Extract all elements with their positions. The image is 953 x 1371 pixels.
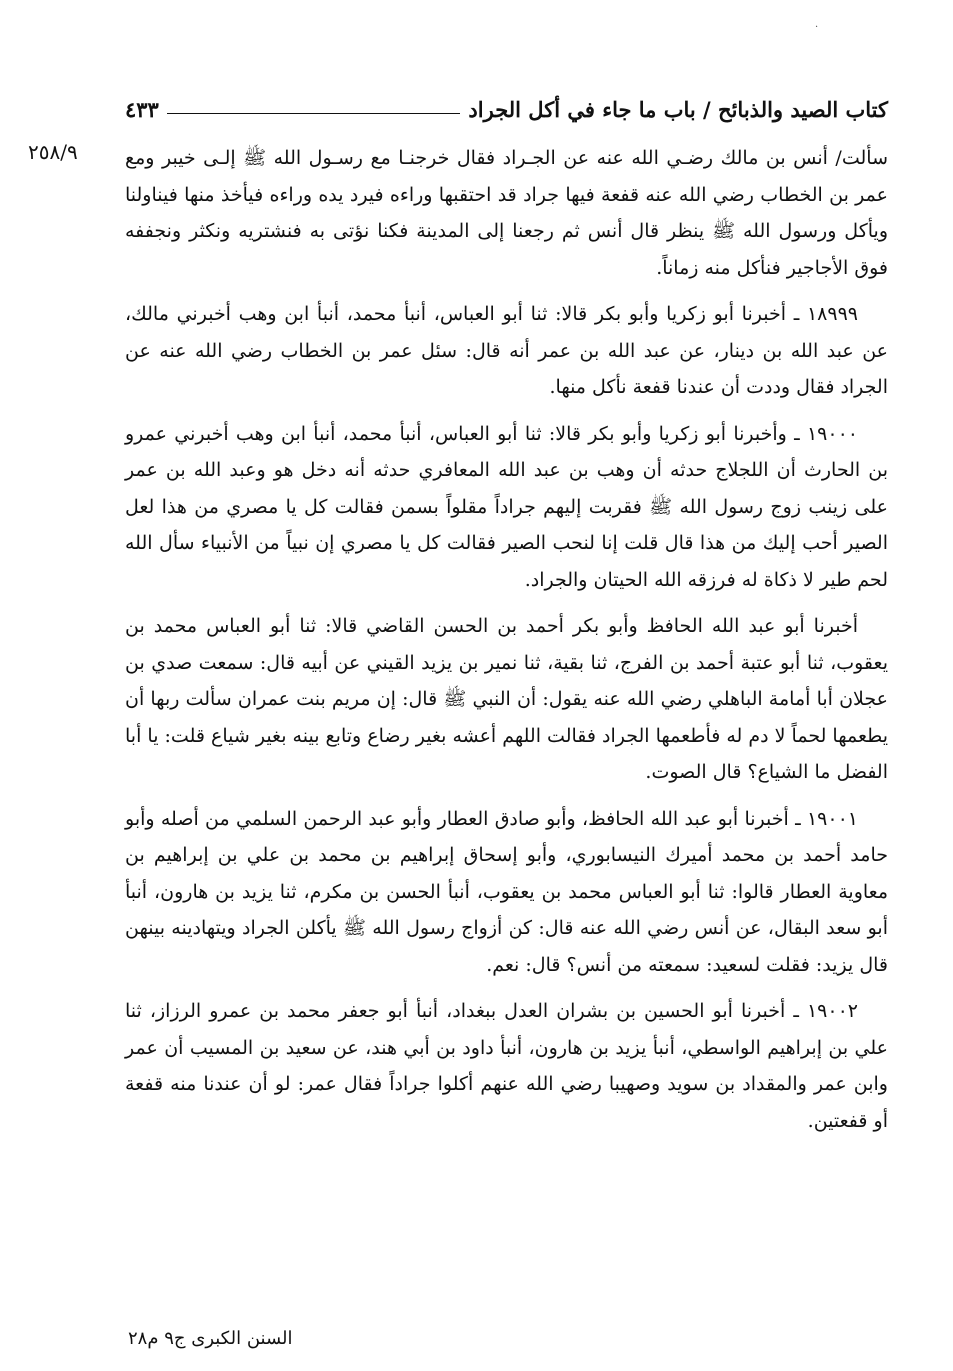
running-header xyxy=(125,82,888,122)
hadith-19002 xyxy=(125,993,888,1139)
hadith-number: ١٩٠٠٠ ـ xyxy=(794,422,858,445)
paragraph-unnumbered xyxy=(125,608,888,791)
paragraph-text: أخبرنا أبو عبد الله الحافظ وأبو بكر أحمد بن الحسن القاضي قالا: ثنا أبو العباس محمد بن يعقوب، ثنا أبو عتبة أحمد بن الفرج، ثنا بقية، ثنا نمير بن يزيد القيني عن أبيه قال: سمعت صدي بن عجلان أبا أمامة الباهلي رضي الله عنه يقول: أن النبي ﷺ قال: إن مريم بنت عمران سألت ربها أن يطعمها لحماً لا دم له فأطعمها الجراد فقالت اللهم أعشه بغير رضاع وتابع بينه بغير شياع قلت: يا أبا الفضل ما الشياع؟ قال الصوت. xyxy=(125,615,888,783)
scan-mark: · xyxy=(815,22,819,33)
paragraph-continuation xyxy=(125,140,888,286)
page-number: ٤٣٣ xyxy=(125,97,159,122)
paragraph-text: وأخبرنا أبو زكريا وأبو بكر قالا: ثنا أبو العباس، أنبأ محمد، أنبأ ابن وهب أخبرني عمرو بن الحارث أن اللجلاج حدثه أن وهب بن عبد الله المعافري حدثه أنه دخل هو وعبد الله بن عمر على زينب زوج رسول الله ﷺ فقربت إليهم جراداً مقلواً بسمن فقالت كل يا مصري من هذا لعل الصير أحب إليك من هذا قال قلت إنا لنحب الصير فقالت كل يا مصري إن نبياً من الأنبياء سأل الله لحم طير لا ذكاة له فرزقه الله الحيتان والجراد. xyxy=(125,422,888,591)
margin-reference: ٢٥٨/٩ xyxy=(28,140,78,164)
hadith-18999 xyxy=(125,296,888,406)
paragraph-text: أخبرنا أبو عبد الله الحافظ، وأبو صادق العطار وأبو عبد الرحمن السلمي من أصله وأبو حامد أحمد بن محمد أميرك النيسابوري، وأبو إسحاق إبراهيم بن محمد بن علي بن إبراهيم بن معاوية العطار قالوا: ثنا أبو العباس محمد بن يعقوب، أنبأ الحسن بن مكرم، ثنا يزيد بن هارون، أنبأ أبو سعد البقال، عن أنس رضي الله عنه قال: كن أزواج رسول الله ﷺ يأكلن الجراد ويتهادينه بينهن قال يزيد: فقلت لسعيد: سمعته من أنس؟ قال: نعم. xyxy=(125,807,888,976)
header-title: كتاب الصيد والذبائح / باب ما جاء في أكل الجراد xyxy=(468,97,888,122)
hadith-number: ١٨٩٩٩ ـ xyxy=(793,303,858,325)
footer-signature: السنن الكبرى ج٩ م٢٨ xyxy=(128,1328,293,1349)
paragraph-text: أخبرنا أبو الحسين بن بشران العدل ببغداد، أنبأ أبو جعفر محمد بن عمرو الرزاز، ثنا علي بن إبراهيم الواسطي، أنبأ يزيد بن هارون، أنبأ داود بن أبي هند، عن سعيد بن المسيب أن عمر وابن عمر والمقداد بن سويد وصهيبا رضي الله عنهم أكلوا جراداً فقال عمر: لو أن عندنا منه قفعة أو قفعتين. xyxy=(125,1000,888,1132)
hadith-number: ١٩٠٠٢ ـ xyxy=(793,1000,858,1022)
hadith-19001 xyxy=(125,801,888,984)
header-rule xyxy=(167,113,461,114)
paragraph-text: أخبرنا أبو زكريا وأبو بكر قالا: ثنا أبو العباس، أنبأ محمد، أنبأ ابن وهب أخبرني مالك، عن عبد الله بن دينار، عن عبد الله بن عمر أنه قال: سئل عمر بن الخطاب رضي الله عنه عن الجراد فقال وددت أن عندنا قفعة نأكل منها. xyxy=(125,303,888,398)
paragraph-text: سألت/ أنس بن مالك رضـي الله عنه عن الجـراد فقال خرجنـا مع رسـول الله ﷺ إلـى خيبر ومع عمر بن الخطاب رضي الله عنه قفعة فيها جراد قد احتقبها وراءه فيرد يده وراءه فيأخذ منها فيناولنا ويأكل ورسول الله ﷺ ينظر قال أنس ثم رجعنا إلى المدينة فكنا نؤتى به فنشتريه ونكثر ونجففه فوق الأجاجير فنأكل منه زماناً. xyxy=(125,147,888,279)
body-text xyxy=(125,140,888,1149)
hadith-number: ١٩٠٠١ ـ xyxy=(795,807,858,830)
hadith-19000 xyxy=(125,416,888,599)
